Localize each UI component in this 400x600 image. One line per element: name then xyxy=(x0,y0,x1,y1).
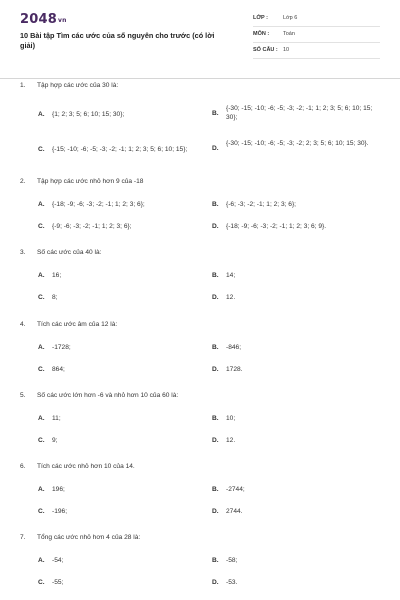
option-text: {-18; -9; -6; -3; -2; -1; 1; 2; 3; 6; 9}. xyxy=(226,223,327,230)
option-text: -54; xyxy=(52,557,64,564)
option-letter: C. xyxy=(38,437,45,444)
question-text xyxy=(20,178,143,185)
meta-row-subject xyxy=(253,29,380,43)
option-text: {-18; -9; -6; -3; -2; -1; 1; 2; 3; 6}; xyxy=(52,201,145,208)
logo-main: 2048 xyxy=(20,12,57,27)
option-letter: C. xyxy=(38,579,45,586)
option-letter: D. xyxy=(212,508,219,515)
option-text: 14; xyxy=(226,272,236,279)
option-text: -58; xyxy=(226,557,238,564)
meta-label: LỚP : xyxy=(253,15,268,21)
option-text: 12. xyxy=(226,294,236,301)
option-letter: D. xyxy=(212,223,219,230)
question-text xyxy=(20,463,135,470)
question-text xyxy=(20,82,118,89)
option-letter: A. xyxy=(38,486,45,493)
option-letter: D. xyxy=(212,437,219,444)
question-text xyxy=(20,392,178,399)
option-letter: A. xyxy=(38,201,45,208)
option-letter: C. xyxy=(38,366,45,373)
question-number: 3. xyxy=(20,249,26,256)
option-text: {-30; -15; -10; -6; -5; -3; -2; -1; 1; 2; 3; 5; 6; 10; 15; 30}; xyxy=(226,105,373,121)
meta-row-grade xyxy=(253,13,380,27)
option-text: {-9; -6; -3; -2; -1; 1; 2; 3; 6}; xyxy=(52,223,132,230)
question-prompt: Số các ước lớn hơn -6 và nhỏ hơn 10 của 60 là: xyxy=(37,392,179,399)
meta-row-question-count xyxy=(253,45,380,59)
question-prompt: Tích các ước âm của 12 là: xyxy=(37,321,118,328)
meta-value: Lớp 6 xyxy=(283,15,298,21)
meta-value: Toán xyxy=(283,31,295,37)
option-text: 9; xyxy=(52,437,58,444)
site-logo[interactable] xyxy=(20,12,67,27)
option-text: -55; xyxy=(52,579,64,586)
option-text: {1; 2; 3; 5; 6; 10; 15; 30}; xyxy=(52,111,125,118)
option-letter: A. xyxy=(38,344,45,351)
option-text: 864; xyxy=(52,366,65,373)
logo-suffix: vn xyxy=(57,17,67,24)
option-text: {-15; -10; -6; -5; -3; -2; -1; 1; 2; 3; 5; 6; 10; 15}; xyxy=(52,146,188,153)
option-text: {-6; -3; -2; -1; 1; 2; 3; 6}; xyxy=(226,201,297,208)
question-text xyxy=(20,321,117,328)
meta-label: SỐ CÂU : xyxy=(253,47,278,53)
question-prompt: Tập hợp các ước nhỏ hơn 9 của -18 xyxy=(37,178,144,185)
option-letter: A. xyxy=(38,272,45,279)
option-letter: B. xyxy=(212,344,219,351)
option-text: 10; xyxy=(226,415,236,422)
question-text xyxy=(20,534,140,541)
option-letter: D. xyxy=(212,294,219,301)
question-number: 4. xyxy=(20,321,26,328)
question-prompt: Số các ước của 40 là: xyxy=(37,249,102,256)
question-prompt: Tích các ước nhỏ hơn 10 của 14. xyxy=(37,463,135,470)
question-number: 5. xyxy=(20,392,26,399)
option-letter: A. xyxy=(38,557,45,564)
option-letter: A. xyxy=(38,415,45,422)
option-letter: B. xyxy=(212,110,219,117)
question-text xyxy=(20,249,101,256)
option-text: -2744; xyxy=(226,486,245,493)
option-letter: C. xyxy=(38,294,45,301)
option-text: {-30; -15; -10; -6; -5; -3; -2; 2; 3; 5; 6; 10; 15; 30}. xyxy=(226,140,369,147)
option-letter: C. xyxy=(38,223,45,230)
question-prompt: Tổng các ước nhỏ hơn 4 của 28 là: xyxy=(37,534,141,541)
option-letter: D. xyxy=(212,366,219,373)
option-letter: D. xyxy=(212,579,219,586)
option-letter: B. xyxy=(212,272,219,279)
question-number: 7. xyxy=(20,534,26,541)
option-letter: B. xyxy=(212,415,219,422)
option-letter: B. xyxy=(212,486,219,493)
option-text: 11; xyxy=(52,415,61,422)
option-letter: D. xyxy=(212,145,219,152)
question-number: 2. xyxy=(20,178,26,185)
question-number: 1. xyxy=(20,82,26,89)
question-prompt: Tập hợp các ước của 30 là: xyxy=(37,82,119,89)
option-text: 1728. xyxy=(226,366,243,373)
option-text: 16; xyxy=(52,272,62,279)
option-letter: C. xyxy=(38,146,45,153)
option-text: 2744. xyxy=(226,508,243,515)
question-number: 6. xyxy=(20,463,26,470)
option-letter: C. xyxy=(38,508,45,515)
option-letter: B. xyxy=(212,557,219,564)
option-text: 8; xyxy=(52,294,58,301)
option-letter: B. xyxy=(212,201,219,208)
option-text: -53. xyxy=(226,579,238,586)
meta-label: MÔN : xyxy=(253,31,270,37)
option-text: -1728; xyxy=(52,344,71,351)
meta-value: 10 xyxy=(283,47,290,53)
option-text: 196; xyxy=(52,486,65,493)
option-text: -846; xyxy=(226,344,242,351)
option-letter: A. xyxy=(38,111,45,118)
document-header xyxy=(0,0,400,79)
document-title: 10 Bài tập Tìm các ước của số nguyên cho trước (có lời giải) xyxy=(20,31,215,50)
option-text: -196; xyxy=(52,508,68,515)
option-text: 12. xyxy=(226,437,236,444)
